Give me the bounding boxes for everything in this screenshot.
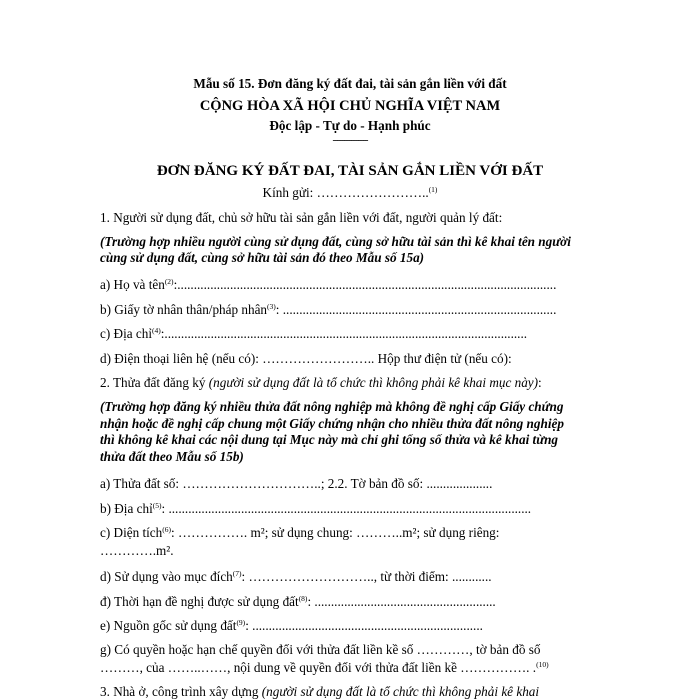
field-full-name <box>100 277 556 293</box>
field-address <box>100 326 527 342</box>
footnote-ref: (9) <box>236 618 246 627</box>
section-2-title: 2. Thửa đất đăng ký <box>100 375 206 390</box>
section-2-colon: : <box>538 375 542 390</box>
fill-line: : ...................................................................... <box>245 618 483 633</box>
fill-line: : ……………………….., từ thời điểm: ............ <box>241 569 492 584</box>
fill-line: :................................................................................................................... <box>173 277 557 292</box>
footnote-ref: (5) <box>152 501 162 510</box>
field-area-continued: ………….m². <box>100 543 174 558</box>
field-label: d) Sử dụng vào mục đích <box>100 569 233 584</box>
section-2-subnote: (người sử dụng đất là tổ chức thì không phải kê khai mục này) <box>208 375 539 390</box>
footnote-ref: (7) <box>232 569 242 578</box>
field-parcel-number: a) Thửa đất số: …………………………..; 2.2. Tờ bản đồ số: .................... <box>100 476 493 491</box>
field-land-use-term <box>100 594 496 610</box>
section-1-note-line: (Trường hợp nhiều người cùng sử dụng đất, cùng sở hữu tài sản thì kê khai tên người <box>100 234 571 249</box>
field-label: c) Diện tích <box>100 525 163 540</box>
document-title: ĐƠN ĐĂNG KÝ ĐẤT ĐAI, TÀI SẢN GẮN LIỀN VỚI ĐẤT <box>156 163 544 179</box>
footnote-ref: (4) <box>152 326 161 335</box>
fill-line: :.............................................................................................................. <box>160 326 528 341</box>
field-label: c) Địa chỉ <box>100 326 152 341</box>
field-land-use-purpose <box>100 569 492 585</box>
field-contact: d) Điện thoại liên hệ (nếu có): …………………….. Hộp thư điện tử (nếu có): <box>100 351 512 366</box>
section-3-heading <box>100 684 539 700</box>
recipient-text: Kính gửi: …………………….. <box>262 185 429 200</box>
field-label: b) Địa chỉ <box>100 501 153 516</box>
national-title: CỘNG HÒA XÃ HỘI CHỦ NGHĨA VIỆT NAM <box>199 98 501 114</box>
footnote-ref: (3) <box>267 302 276 311</box>
fill-line: : ....................................................... <box>307 594 496 609</box>
field-adjacent-rights-line: g) Có quyền hoặc hạn chế quyền đối với thửa đất liền kề số …………, tờ bản đồ số <box>100 642 541 657</box>
section-2-note-line: thì không kê khai các nội dung tại Mục này mà chỉ ghi tổng số thửa và kê khai từng <box>100 432 559 447</box>
recipient-line <box>0 185 700 201</box>
footnote-ref: (1) <box>428 185 438 194</box>
footnote-ref: (8) <box>298 594 308 603</box>
fill-line: : ................................................................................... <box>275 302 557 317</box>
section-3-title: 3. Nhà ở, công trình xây dựng <box>100 684 259 699</box>
field-parcel-address <box>100 501 531 517</box>
fill-line: : .............................................................................................................. <box>161 501 532 516</box>
motto: Độc lập - Tự do - Hạnh phúc <box>269 118 431 133</box>
form-number-title: Mẫu số 15. Đơn đăng ký đất đai, tài sản gắn liền với đất <box>193 76 507 91</box>
fill-line: ………, của ……..……, nội dung về quyền đối với thửa đất liền kề ……………. . <box>100 660 537 675</box>
section-2-note-line: (Trường hợp đăng ký nhiều thửa đất nông nghiệp mà không đề nghị cấp Giấy chứng <box>100 399 564 414</box>
section-1-heading: 1. Người sử dụng đất, chủ sở hữu tài sản gắn liền với đất, người quản lý đất: <box>100 210 503 225</box>
field-label: b) Giấy tờ nhân thân/pháp nhân <box>100 302 268 317</box>
field-area <box>100 525 499 541</box>
fill-line: : ……………. m²; sử dụng chung: ………..m²; sử dụng riêng: <box>171 525 500 540</box>
field-identity-papers <box>100 302 556 318</box>
field-label: đ) Thời hạn đề nghị được sử dụng đất <box>100 594 299 609</box>
field-adjacent-rights-line <box>100 660 549 676</box>
section-2-note-line: nhận hoặc đề nghị cấp chung một Giấy chứng nhận cho nhiều thửa đất nông nghiệp <box>100 416 564 431</box>
field-label: a) Họ và tên <box>100 277 165 292</box>
section-3-subnote: (người sử dụng đất là tổ chức thì không phải kê khai <box>261 684 540 699</box>
section-2-heading <box>100 375 542 391</box>
footnote-ref: (2) <box>164 277 174 286</box>
footnote-ref: (6) <box>162 525 171 534</box>
section-1-note-line: cùng sử dụng đất, cùng sở hữu tài sản đó theo Mẫu số 15a) <box>100 250 425 265</box>
field-label: e) Nguồn gốc sử dụng đất <box>100 618 237 633</box>
section-2-note-line: thửa đất theo Mẫu số 15b) <box>100 449 244 464</box>
footnote-ref: (10) <box>536 660 549 669</box>
header-divider: --------------- <box>332 135 368 146</box>
field-land-origin <box>100 618 483 634</box>
